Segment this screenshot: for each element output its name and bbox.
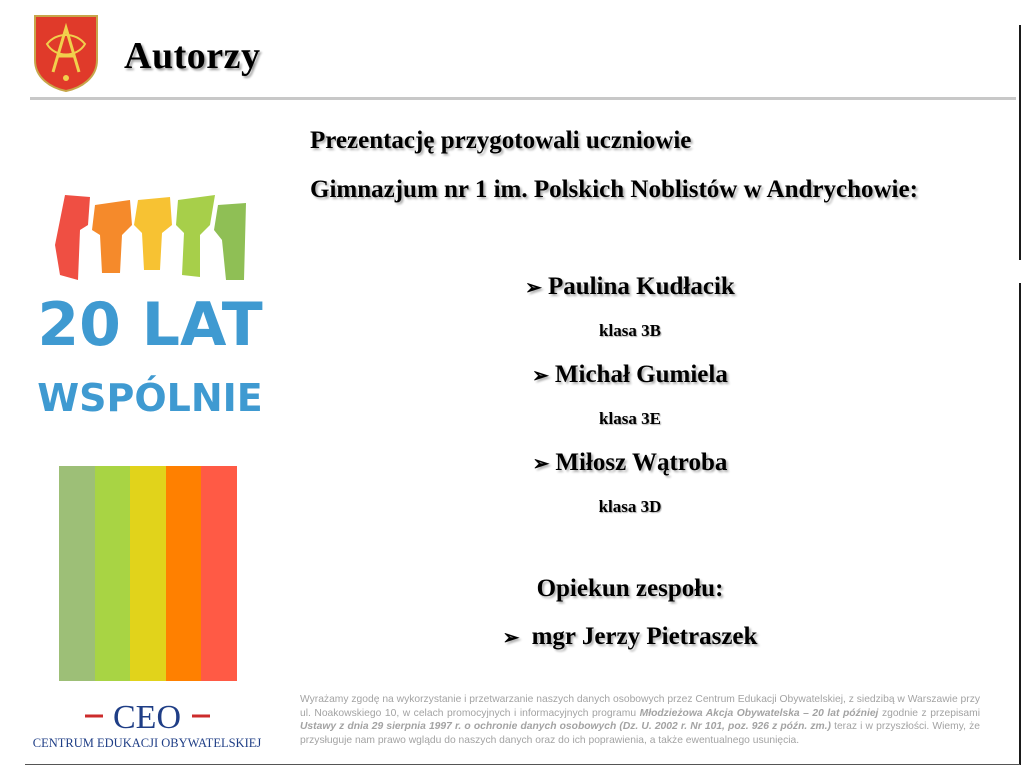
student-class: klasa 3E — [599, 409, 661, 428]
arrow-bullet-icon: ➢ — [532, 365, 549, 387]
page-title: Autorzy — [124, 35, 261, 77]
arrow-bullet-icon: ➢ — [532, 453, 550, 475]
law-reference: Ustawy z dnia 29 sierpnia 1997 r. o ochronie danych osobowych (Dz. U. 2002 r. Nr 101, poz. 926 z późn. zm.) — [300, 721, 831, 732]
consent-part: Wyrażamy zgodę na wykorzystanie i przetwarzanie naszych danych osobowych przez Centrum Edukacji Obywatelskiej, z siedzibą w Warszawie przy ul. Noakowskiego 10, w celach promocyjnych i informacyjnych programu — [300, 694, 980, 719]
figure-shape — [214, 203, 246, 280]
logo-text-line1: 20 LAT — [37, 290, 263, 360]
figure-shape — [176, 195, 215, 277]
color-stripe — [201, 466, 237, 681]
coat-of-arms-icon — [33, 14, 99, 92]
student-name-text: Michał Gumiela — [554, 361, 728, 388]
supervisor-name-text: mgr Jerzy Pietraszek — [531, 623, 758, 650]
student-name-text: Paulina Kudłacik — [547, 273, 735, 300]
student-class: klasa 3D — [598, 497, 662, 516]
header-divider — [30, 97, 1016, 100]
consent-part: teraz i w przyszłości. Wiemy, że przysługuje nam prawo wglądu do naszych danych oraz do ich poprawienia, a także ewentualnego usunięcia. — [300, 721, 980, 746]
supervisor-name — [330, 623, 930, 651]
intro-line-2: Gimnazjum nr 1 im. Polskich Noblistów w Andrychowie: — [310, 176, 918, 203]
color-stripe — [95, 466, 131, 681]
student-class: klasa 3B — [599, 321, 661, 340]
logo-text-line2: WSPÓLNIE — [37, 376, 263, 420]
intro-line-1: Prezentację przygotowali uczniowie — [310, 127, 692, 154]
figure-shape — [134, 197, 172, 270]
figure-shape — [55, 195, 90, 280]
student-name — [330, 361, 930, 389]
bottom-divider — [25, 764, 1020, 765]
right-edge-line — [1019, 25, 1021, 260]
right-edge-line — [1019, 283, 1021, 765]
consent-part: zgodnie z przepisami — [878, 707, 980, 719]
color-stripe — [166, 466, 202, 681]
color-stripe — [59, 466, 95, 681]
figure-shape — [92, 200, 132, 273]
student-name — [330, 273, 930, 301]
ceo-logo — [32, 698, 262, 750]
supervisor-label: Opiekun zespołu: — [536, 575, 724, 602]
student-name-text: Miłosz Wątroba — [555, 449, 728, 476]
ceo-fullname: CENTRUM EDUKACJI OBYWATELSKIEJ — [32, 736, 262, 750]
arrow-bullet-icon: ➢ — [502, 627, 520, 649]
ceo-acronym: CEO — [113, 699, 181, 736]
color-stripe — [130, 466, 166, 681]
program-name: Młodzieżowa Akcja Obywatelska – 20 lat później — [639, 707, 879, 719]
20-lat-wspolnie-logo — [37, 185, 263, 420]
color-stripes — [59, 466, 237, 681]
consent-text — [300, 693, 980, 747]
arrow-bullet-icon: ➢ — [525, 277, 542, 299]
student-name — [330, 449, 930, 477]
